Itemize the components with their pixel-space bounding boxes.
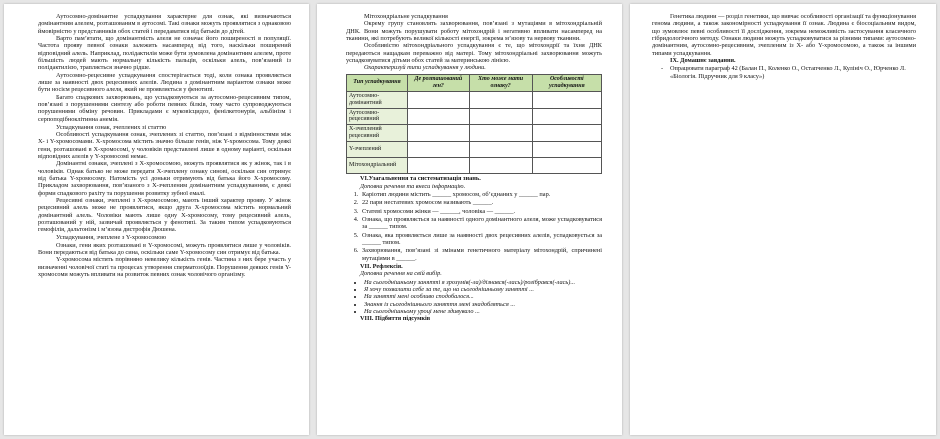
- list-item: 5. Ознака, яка проявляється лише за наявності двох рецесивних алелів, успадковується за ______ типом.: [360, 232, 602, 247]
- table-header-row: [347, 74, 602, 91]
- empty-answer-cell[interactable]: [408, 142, 470, 158]
- paragraph: Особливості успадкування ознак, зчеплених зі статтю, пов’язані з відмінностями між X- і Y-хромосомами. X-хромосома містить значно більше генів, ніж Y-хромосома. Тому деякі гени, розташовані в X-хромосомі, у чоловіків представлені лише в одному варіанті, оскільки відповідних алелів у Y-хромосомі немає.: [38, 131, 291, 161]
- table-row: [347, 125, 602, 142]
- list-item: 4. Ознака, що проявляється за наявності одного домінантного алеля, може успадковуватися за ______ типом.: [360, 216, 602, 231]
- row-header-cell: Х-зчеплений рецесивний: [347, 125, 408, 142]
- mitochondrial-heading: Мітохондріальне успадкування: [364, 13, 448, 20]
- paragraph: Рецесивні ознаки, зчеплені з X-хромосомою, мають інший характер прояву. У жінок рецесивний алель може не проявлятися, якщо друга X-хромосома містить нормальний домінантний алель. Чоловіки мають лише одну X-хромосому, тому рецесивний алель, розташований у ній, зазвичай проявляється у фенотипі. За таким типом успадковуються гемофілія, дальтонізм і м’язова дистрофія Дюшена.: [38, 197, 291, 234]
- inheritance-types-table: [346, 74, 602, 174]
- fill-in-list: [346, 191, 602, 262]
- summary-paragraph: Генетика людини — розділ генетики, що вивчає особливості організації та функціонування генома людини, а також закономірності успадкування її ознак. Людина є біосоціальним видом, що зумовлює певні особливості її дослідження, зокрема неможливість застосування класичного гібридологічного методу. Ознаки людини можуть успадковуватися за різними типами: аутосомно-домінантним, аутосомно-рецесивним, зчепленим із Х- або Y-хромосомою, а також за іншими типами успадкування.: [652, 13, 916, 57]
- paragraph: Багато спадкових захворювань, що успадковуються за аутосомно-рецесивним типом, пов’язані з порушеннями синтезу або роботи певних білків, тому часто супроводжуються порушеннями обміну речовин. Прикладами є муковісцидоз, фенілкетонурія, альбінізм і серпоподібноклітинна анемія.: [38, 93, 291, 123]
- empty-answer-cell[interactable]: [532, 158, 601, 174]
- list-item: • Знання із сьогоднішнього заняття мені знадобляться ...: [364, 301, 602, 308]
- section-7-heading: VII. Рефлексія.: [360, 262, 403, 270]
- paragraph: Ознаки, гени яких розташовані в Y-хромосомі, можуть проявлятися лише у чоловіків. Вони передаються від батька до сина, оскільки саме Y-хромосому син отримує від батька.: [38, 241, 291, 256]
- table-row: [347, 142, 602, 158]
- table-task: Охарактеризуй типи успадкування у людини.: [364, 64, 486, 72]
- document-page-3: [630, 4, 936, 435]
- list-item: • На сьогоднішньому занятті я зрозумів(-ла)/дізнався(-лась)/розібрався(-лась)...: [364, 279, 602, 286]
- document-page-1: [4, 4, 309, 435]
- section-7-task: Доповни речення на свій вибір.: [360, 270, 442, 278]
- homework-list: [652, 65, 916, 80]
- empty-answer-cell[interactable]: [408, 91, 470, 108]
- table-header-cell: Особливості успадкування: [532, 74, 601, 91]
- subheading: Успадкування, зчеплене з Y-хромосомою: [56, 234, 167, 242]
- page-1-text: [38, 13, 291, 278]
- paragraph: Аутосомно-рецесивне успадкування спостерігається тоді, коли ознака проявляється лише за наявності двох рецесивних алелів. Людина з домінантним варіантом ознаки може бути носієм рецесивного алеля, який не проявляється у фенотипі.: [38, 71, 291, 94]
- list-item: 3. Статеві хромосоми жінки — ______, чоловіка — ______.: [360, 208, 602, 215]
- row-header-cell: Аутосомно-рецесивний: [347, 108, 408, 125]
- table-row: [347, 158, 602, 174]
- list-item: • На сьогоднішньому уроці мене здивувало ...: [364, 308, 602, 315]
- table-header-cell: Тип успадкування: [347, 74, 408, 91]
- homework-item: - Опрацювати параграф 42 (Балан П., Коленко О., Остапченко Л., Кулініч О., Юрченко Л. «Біологія. Підручник для 9 класу»): [670, 65, 916, 80]
- paragraph: Y-хромосома містить порівняно невелику кількість генів. Частина з них бере участь у визначенні чоловічої статі та процесах утворення сперматозоїдів. Порушення деяких генів Y-хромосоми можуть впливати на розвиток певних ознак чоловічого організму.: [38, 256, 291, 279]
- paragraph: Варто пам’ятати, що домінантність алеля не означає його поширеності в популяції. Частота прояву певної ознаки залежить насамперед від того, наскільки поширений відповідний алель. Наприклад, полідактилія може бути зумовлена домінантним алелем, проте більшість людей мають нормальну кількість пальців, оскільки алель, пов’язаний із полідактилією, трапляється значно рідше.: [38, 35, 291, 72]
- section-6-task: Доповни речення та внеси інформацію.: [360, 182, 466, 190]
- list-item: 1. Каріотип людини містить ______ хромосом, об’єднаних у ______ пар.: [360, 191, 602, 198]
- paragraph: Окрему групу становлять захворювання, пов’язані з мутаціями в мітохондріальній ДНК. Вони можуть порушувати роботу мітохондрій і негативно впливати насамперед на тканини, які потребують великої кількості енергії, зокрема м’язову та нервову тканини.: [346, 20, 602, 43]
- empty-answer-cell[interactable]: [469, 158, 532, 174]
- reflection-list: [346, 279, 602, 316]
- empty-answer-cell[interactable]: [469, 108, 532, 125]
- paragraph: Особливістю мітохондріального успадкування є те, що мітохондрії та їхня ДНК передаються нащадкам переважно від матері. Тому мітохондріальні захворювання можуть успадковуватися дітьми обох статей за материнською лінією.: [346, 42, 602, 65]
- paragraph: Аутосомно-домінантне успадкування характерне для ознак, які визначаються домінантним алелем, розташованим в аутосомі. Такі ознаки можуть проявлятися з однаковою ймовірністю у представників обох статей і передаватися від батьків до дітей.: [38, 13, 291, 35]
- row-header-cell: Аутосомно-домінантний: [347, 91, 408, 108]
- table-row: [347, 91, 602, 108]
- paragraph: Домінантні ознаки, зчеплені з X-хромосомою, можуть проявлятися як у жінок, так і в чоловіків. Однак батько не може передати X-зчеплену ознаку синові, оскільки син отримує від батька Y-хромосому. Натомість усі доньки отримують від батька його X-хромосому. Прикладом захворювання, пов’язаного з X-зчепленим домінантним успадкуванням, є деякі форми спадкового рахіту та порушення розвитку зубної емалі.: [38, 160, 291, 197]
- section-8-heading: VIII. Підбиття підсумків: [360, 315, 431, 323]
- section-6-heading: VI.Узагальнення та систематизація знань.: [360, 175, 481, 183]
- empty-answer-cell[interactable]: [469, 91, 532, 108]
- empty-answer-cell[interactable]: [532, 108, 601, 125]
- empty-answer-cell[interactable]: [532, 142, 601, 158]
- table-header-cell: Де розташований ген?: [408, 74, 470, 91]
- empty-answer-cell[interactable]: [469, 142, 532, 158]
- empty-answer-cell[interactable]: [408, 158, 470, 174]
- empty-answer-cell[interactable]: [469, 125, 532, 142]
- empty-answer-cell[interactable]: [408, 108, 470, 125]
- list-item: 2. 22 пари нестатевих хромосом називають ______.: [360, 199, 602, 206]
- empty-answer-cell[interactable]: [532, 125, 601, 142]
- row-header-cell: Y-зчеплений: [347, 142, 408, 158]
- document-page-2: [317, 4, 622, 435]
- list-item: 6. Захворювання, пов’язані зі змінами генетичного матеріалу мітохондрій, спричинені мутаціями в ______.: [360, 247, 602, 262]
- list-item: • Я хочу похвалити себе за те, що на сьогоднішньому занятті ...: [364, 286, 602, 293]
- empty-answer-cell[interactable]: [532, 91, 601, 108]
- section-9-heading: IX. Домашнє завдання.: [670, 57, 736, 65]
- row-header-cell: Мітохондріальний: [347, 158, 408, 174]
- subheading: Успадкування ознак, зчеплених зі статтю: [56, 123, 167, 131]
- list-item: • На занятті мені особливо сподобалося...: [364, 293, 602, 300]
- empty-answer-cell[interactable]: [408, 125, 470, 142]
- table-row: [347, 108, 602, 125]
- table-header-cell: Хто може мати ознаку?: [469, 74, 532, 91]
